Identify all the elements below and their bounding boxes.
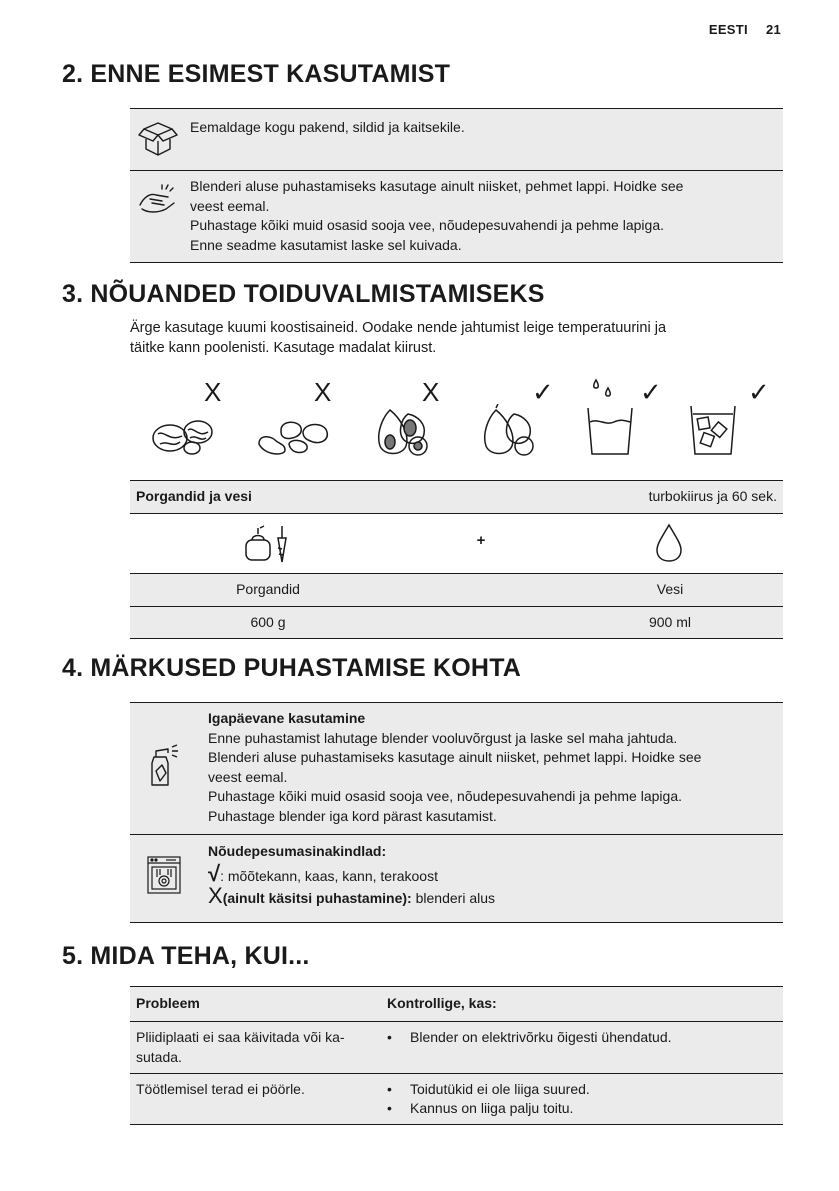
cross-mark: X	[208, 883, 223, 908]
package-icon	[136, 117, 180, 161]
hand-cloth-icon	[136, 183, 180, 219]
mark-beans: X	[314, 377, 332, 407]
liquid-jug-icon	[584, 376, 640, 458]
water-drop-icon	[654, 522, 684, 564]
section-title-troubleshooting: 5. MIDA TEHA, KUI...	[62, 942, 310, 970]
spray-bottle-icon	[146, 743, 180, 789]
recipe-header-row	[130, 480, 783, 513]
first-use-row-cleaning	[130, 170, 783, 263]
beans-icon	[255, 414, 335, 458]
first-use-row-packaging	[130, 108, 783, 170]
section-title-cleaning: 4. MÄRKUSED PUHASTAMISE KOHTA	[62, 654, 522, 682]
plus-sign: +	[476, 532, 486, 549]
ingredient-amount-1: 600 g	[250, 614, 286, 630]
recipe-icon-row	[130, 513, 783, 573]
trouble-problem-1: Pliidiplaati ei saa käivitada või ka- sutada.	[136, 1029, 345, 1065]
fruit-pitted-icon	[478, 404, 542, 458]
mark-nuts: X	[204, 377, 222, 407]
recipe-setting: turbokiirus ja 60 sek.	[648, 488, 777, 504]
trouble-check-2a: • Toidutükid ei ole liiga suured.	[410, 1080, 590, 1100]
first-use-text-1: Eemaldage kogu pakend, sildid ja kaitsekile.	[190, 119, 465, 135]
trouble-row-1	[130, 1021, 783, 1073]
trouble-header-row	[130, 986, 783, 1021]
first-use-text-2: Blenderi aluse puhastamiseks kasutage ainult niisket, pehmet lappi. Hoidke see veest eemal. Puhastage kõiki muid osasid sooja vee, nõudepesuvahendi ja pehme lapiga. Enne seadme kasutamist laske sel kuivada.	[190, 178, 684, 253]
check-mark: √	[208, 860, 221, 886]
nuts-icon	[148, 412, 220, 460]
page-number: 21	[765, 22, 781, 37]
language-label: EESTI	[708, 22, 748, 37]
page-header	[709, 22, 781, 37]
trouble-check-2b: • Kannus on liiga palju toitu.	[410, 1099, 573, 1119]
recipe-name: Porgandid ja vesi	[136, 488, 252, 504]
trouble-row-2	[130, 1073, 783, 1125]
dishwasher-text: Nõudepesumasinakindlad: √: mõõtekann, kaas, kann, terakoost X(ainult käsitsi puhastamine): blenderi alus	[208, 843, 496, 908]
ingredient-amount-2: 900 ml	[648, 614, 692, 630]
trouble-problem-2: Töötlemisel terad ei pöörle.	[136, 1081, 305, 1097]
ice-glass-icon	[688, 400, 738, 458]
cleaning-dishwasher-row	[130, 834, 783, 923]
cleaning-daily-row	[130, 702, 783, 834]
column-problem: Probleem	[136, 995, 200, 1011]
section-title-first-use: 2. ENNE ESIMEST KASUTAMIST	[62, 60, 451, 88]
mark-liquid: ✓	[640, 377, 662, 407]
ingredient-name-1: Porgandid	[236, 581, 300, 597]
carrot-vegetables-icon	[242, 522, 294, 564]
fruit-with-pits-icon	[372, 404, 436, 458]
section-title-cooking-tips: 3. NÕUANDED TOIDUVALMISTAMISEKS	[62, 280, 545, 308]
mark-fruit-pits: X	[422, 377, 440, 407]
mark-fruit-pitted: ✓	[532, 377, 554, 407]
ingredient-name-2: Vesi	[656, 581, 684, 597]
recipe-amount-row	[130, 606, 783, 639]
recipe-ingredient-row	[130, 573, 783, 606]
trouble-check-1: • Blender on elektrivõrku õigesti ühendatud.	[410, 1028, 672, 1048]
column-check: Kontrollige, kas:	[387, 995, 497, 1011]
dishwasher-icon	[146, 855, 182, 895]
mark-ice: ✓	[748, 377, 770, 407]
cleaning-daily-text: Igapäevane kasutamine Enne puhastamist lahutage blender vooluvõrgust ja laske sel maha jahtuda. Blenderi aluse puhastamiseks kasutage ainult niisket, pehmet lappi. Hoidke see veest eemal. Puhastage kõiki muid osasid sooja vee, nõudepesuvahendi ja pehme lapiga. Puhastage blender iga kord pärast kasutamist.	[208, 710, 702, 824]
cooking-tips-paragraph: Ärge kasutage kuumi koostisaineid. Oodake nende jahtumist leige temperatuurini ja täitke kann poolenisti. Kasutage madalat kiirust.	[130, 320, 667, 356]
